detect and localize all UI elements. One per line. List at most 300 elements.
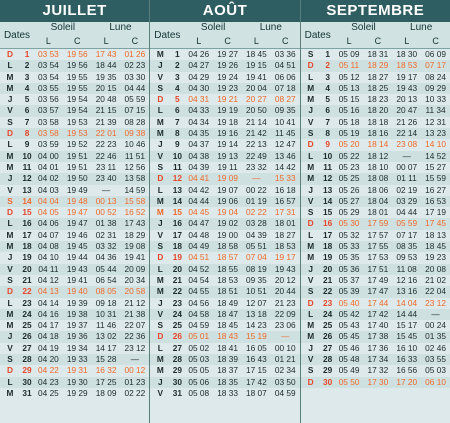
weekday-cell: M bbox=[156, 49, 164, 59]
moonrise-cell: 17 25 bbox=[95, 376, 117, 387]
moonset-cell: 01 26 bbox=[124, 49, 146, 59]
moonset-cell: 04 59 bbox=[274, 387, 296, 398]
table-row bbox=[150, 185, 299, 196]
moonset-cell: 13 46 bbox=[274, 150, 296, 161]
moonrise-cell: 04 36 bbox=[95, 252, 117, 263]
sunset-cell: 18 41 bbox=[217, 342, 238, 353]
moonset-cell: 18 29 bbox=[124, 229, 146, 240]
sunrise-cell: 04 01 bbox=[38, 161, 59, 172]
moonset-cell: 00 10 bbox=[274, 342, 296, 353]
table-row bbox=[301, 105, 450, 116]
weekday-cell: V bbox=[7, 184, 13, 195]
sunset-cell: 19 38 bbox=[66, 308, 88, 319]
soleil-lever-header: L bbox=[346, 36, 352, 46]
moonset-cell: 17 43 bbox=[124, 218, 146, 229]
moonset-cell: 18 27 bbox=[274, 229, 296, 240]
weekday-cell: M bbox=[156, 274, 164, 285]
moonset-cell: 14 42 bbox=[274, 161, 296, 172]
moonrise-cell: 03 29 bbox=[396, 195, 418, 206]
moonset-cell: 08 27 bbox=[274, 94, 296, 105]
weekday-cell: M bbox=[6, 71, 14, 82]
day-number-cell: 3 bbox=[175, 71, 180, 82]
sunrise-cell: 05 48 bbox=[338, 354, 360, 365]
moonrise-cell: 14 04 bbox=[396, 297, 418, 308]
day-number-cell: 29 bbox=[172, 365, 182, 376]
sunset-cell: 19 34 bbox=[66, 342, 88, 353]
moonrise-cell: 16 43 bbox=[246, 354, 267, 365]
day-number-cell: 31 bbox=[22, 387, 32, 398]
weekday-cell: V bbox=[157, 308, 164, 319]
moonset-cell: 14 10 bbox=[425, 139, 446, 150]
table-row bbox=[0, 196, 149, 207]
day-rows bbox=[0, 49, 149, 423]
moonset-cell: 03 36 bbox=[274, 49, 296, 59]
day-number-cell: 18 bbox=[22, 241, 32, 252]
day-number-cell: 22 bbox=[22, 286, 32, 297]
sunrise-cell: 05 29 bbox=[338, 207, 360, 218]
weekday-cell: S bbox=[157, 82, 164, 93]
sunrise-cell: 04 38 bbox=[188, 150, 210, 161]
day-number-cell: 2 bbox=[325, 60, 330, 71]
moonset-cell: 20 09 bbox=[124, 263, 146, 274]
moonrise-cell: 18 07 bbox=[246, 387, 267, 398]
moonset-cell: 23 12 bbox=[425, 297, 446, 308]
sunset-cell: 19 41 bbox=[66, 274, 88, 285]
moonrise-cell: 19 15 bbox=[246, 60, 267, 71]
weekday-cell: L bbox=[7, 139, 13, 150]
day-number-cell: 27 bbox=[323, 342, 333, 353]
day-number-cell: 28 bbox=[22, 354, 32, 365]
sunrise-cell: 04 42 bbox=[188, 184, 210, 195]
day-number-cell: 25 bbox=[323, 320, 333, 331]
sunrise-cell: 05 01 bbox=[188, 331, 210, 342]
weekday-cell: L bbox=[308, 308, 314, 319]
day-number-cell: 16 bbox=[323, 218, 333, 229]
table-row bbox=[301, 230, 450, 241]
weekday-cell: J bbox=[7, 173, 13, 184]
moonset-cell: 00 24 bbox=[425, 320, 446, 331]
moonset-cell: 15 58 bbox=[124, 195, 146, 206]
table-row bbox=[0, 320, 149, 331]
sunrise-cell: 04 11 bbox=[38, 263, 59, 274]
table-row bbox=[0, 286, 149, 297]
table-row bbox=[150, 331, 299, 342]
moonrise-cell: 23 32 bbox=[246, 161, 267, 172]
moonrise-cell: 16 56 bbox=[396, 365, 418, 376]
sunrise-cell: 04 47 bbox=[188, 218, 210, 229]
moonrise-cell: 22 14 bbox=[396, 128, 418, 139]
month-title: JUILLET bbox=[0, 0, 149, 22]
moonset-cell: 19 41 bbox=[124, 252, 146, 263]
sunset-cell: 19 54 bbox=[66, 105, 88, 116]
moonrise-cell: 19 17 bbox=[396, 71, 418, 82]
moonrise-cell: 21 39 bbox=[95, 116, 117, 127]
moonrise-cell: 18 44 bbox=[95, 60, 117, 71]
moonrise-cell: 05 44 bbox=[95, 263, 117, 274]
moonset-cell: 04 44 bbox=[124, 82, 146, 93]
sunrise-cell: 04 29 bbox=[188, 71, 210, 82]
day-number-cell: 2 bbox=[24, 60, 30, 71]
day-number-cell: 3 bbox=[325, 71, 330, 82]
sunrise-cell: 04 14 bbox=[38, 297, 59, 308]
day-number-cell: 24 bbox=[172, 308, 182, 319]
moonset-cell: 18 53 bbox=[274, 241, 296, 252]
day-number-cell: 25 bbox=[22, 320, 32, 331]
table-row bbox=[150, 388, 299, 399]
moonrise-cell: 02 22 bbox=[246, 207, 267, 218]
table-row bbox=[301, 218, 450, 229]
table-row bbox=[301, 207, 450, 218]
day-number-cell: 4 bbox=[24, 82, 30, 93]
moonrise-cell: 05 51 bbox=[246, 241, 267, 252]
sunset-cell: 18 45 bbox=[217, 320, 238, 331]
moonset-cell: 18 01 bbox=[274, 218, 296, 229]
table-row bbox=[0, 128, 149, 139]
table-row bbox=[150, 298, 299, 309]
table-row bbox=[0, 218, 149, 229]
sunset-cell: 18 08 bbox=[367, 173, 389, 184]
sunset-cell: 19 09 bbox=[217, 173, 238, 184]
sunset-cell: 19 45 bbox=[66, 241, 88, 252]
moonset-cell: 02 34 bbox=[274, 365, 296, 376]
sunset-cell: 19 27 bbox=[217, 49, 238, 59]
moonset-cell: 19 17 bbox=[274, 252, 296, 263]
sunset-cell: 18 43 bbox=[217, 331, 238, 342]
sunset-cell: 19 39 bbox=[66, 297, 88, 308]
moonset-cell: 07 17 bbox=[425, 60, 446, 71]
day-number-cell: 9 bbox=[24, 139, 30, 150]
weekday-cell: L bbox=[7, 218, 13, 229]
day-number-cell: 10 bbox=[172, 150, 182, 161]
day-number-cell: 11 bbox=[172, 161, 182, 172]
table-row bbox=[0, 117, 149, 128]
sunrise-cell: 03 54 bbox=[38, 71, 59, 82]
weekday-cell: S bbox=[157, 241, 164, 252]
day-number-cell: 10 bbox=[22, 150, 32, 161]
weekday-cell: M bbox=[6, 387, 14, 398]
sunrise-cell: 05 43 bbox=[338, 320, 360, 331]
table-row bbox=[301, 320, 450, 331]
weekday-cell: L bbox=[308, 150, 314, 161]
moonset-cell: 10 41 bbox=[274, 116, 296, 127]
weekday-cell: S bbox=[157, 320, 164, 331]
moonset-cell: 13 23 bbox=[425, 128, 446, 139]
sunrise-cell: 04 04 bbox=[38, 195, 59, 206]
moonset-cell: 15 59 bbox=[425, 173, 446, 184]
table-row bbox=[150, 196, 299, 207]
day-number-cell: 4 bbox=[325, 82, 330, 93]
sunrise-cell: 04 31 bbox=[188, 94, 210, 105]
sunset-cell: 19 37 bbox=[66, 320, 88, 331]
moonrise-cell: 00 22 bbox=[246, 184, 267, 195]
sunset-cell: 19 55 bbox=[66, 71, 88, 82]
weekday-cell: D bbox=[157, 173, 164, 184]
moonset-cell: 23 12 bbox=[124, 342, 146, 353]
day-number-cell: 11 bbox=[323, 161, 333, 172]
day-number-cell: 20 bbox=[22, 263, 32, 274]
weekday-cell: V bbox=[157, 71, 164, 82]
soleil-lever-header: L bbox=[196, 36, 202, 46]
weekday-cell: M bbox=[6, 241, 14, 252]
sunset-cell: 19 18 bbox=[217, 116, 238, 127]
weekday-cell: L bbox=[157, 342, 163, 353]
day-number-cell: 22 bbox=[172, 286, 182, 297]
dates-header: Dates bbox=[304, 29, 331, 41]
moonset-cell: 12 47 bbox=[274, 139, 296, 150]
day-number-cell: 14 bbox=[172, 195, 182, 206]
sunrise-cell: 04 16 bbox=[38, 308, 59, 319]
table-row bbox=[0, 275, 149, 286]
table-row bbox=[150, 241, 299, 252]
day-number-cell: 1 bbox=[325, 49, 330, 59]
soleil-coucher-header: C bbox=[224, 36, 231, 46]
weekday-cell: S bbox=[7, 116, 13, 127]
sunset-cell: 19 26 bbox=[217, 60, 238, 71]
day-number-cell: 8 bbox=[175, 128, 180, 139]
moonrise-cell: 02 19 bbox=[396, 184, 418, 195]
sunrise-cell: 04 08 bbox=[38, 241, 59, 252]
table-row bbox=[150, 151, 299, 162]
sunrise-cell: 05 30 bbox=[338, 218, 360, 229]
moonrise-cell: 01 38 bbox=[95, 218, 117, 229]
moonrise-cell: 22 13 bbox=[246, 139, 267, 150]
soleil-header: Soleil bbox=[200, 22, 226, 33]
moonset-cell: 21 38 bbox=[124, 308, 146, 319]
table-row bbox=[150, 139, 299, 150]
sunset-cell: 19 47 bbox=[66, 218, 88, 229]
moonrise-cell: 18 45 bbox=[246, 49, 267, 59]
day-number-cell: 17 bbox=[172, 229, 182, 240]
weekday-cell: J bbox=[158, 297, 163, 308]
moonset-cell: 20 12 bbox=[274, 274, 296, 285]
day-number-cell: 17 bbox=[22, 229, 32, 240]
moonset-cell: 14 52 bbox=[425, 150, 446, 161]
weekday-cell: M bbox=[156, 207, 164, 218]
sunset-cell: 18 25 bbox=[367, 82, 389, 93]
weekday-cell: D bbox=[307, 60, 314, 71]
moonrise-cell: 20 13 bbox=[396, 94, 418, 105]
sunrise-cell: 05 35 bbox=[338, 252, 360, 263]
moonset-cell: 03 55 bbox=[425, 354, 446, 365]
weekday-cell: D bbox=[7, 365, 13, 376]
moonrise-cell: 15 45 bbox=[396, 331, 418, 342]
moonrise-cell: 14 17 bbox=[95, 342, 117, 353]
day-number-cell: 19 bbox=[172, 252, 182, 263]
lune-header: Lune bbox=[109, 22, 132, 33]
moonrise-cell: 13 02 bbox=[95, 331, 117, 342]
table-row bbox=[301, 241, 450, 252]
moonrise-cell: 09 53 bbox=[396, 252, 418, 263]
soleil-coucher-header: C bbox=[73, 36, 81, 46]
sunset-cell: 19 24 bbox=[217, 71, 238, 82]
weekday-cell: L bbox=[308, 71, 314, 82]
table-row bbox=[150, 49, 299, 60]
sunrise-cell: 05 22 bbox=[338, 150, 360, 161]
sunrise-cell: 04 41 bbox=[188, 173, 210, 184]
day-number-cell: 28 bbox=[172, 354, 182, 365]
moonset-cell: 21 23 bbox=[274, 297, 296, 308]
moonset-cell: 16 57 bbox=[274, 195, 296, 206]
table-row bbox=[150, 117, 299, 128]
sunrise-cell: 05 03 bbox=[188, 354, 210, 365]
moonset-cell: 03 50 bbox=[274, 376, 296, 387]
moonset-cell: 15 33 bbox=[274, 173, 296, 184]
moonrise-cell: 09 18 bbox=[95, 297, 117, 308]
day-number-cell: 18 bbox=[323, 241, 333, 252]
moonrise-cell: 12 07 bbox=[246, 297, 267, 308]
sunrise-cell: 04 07 bbox=[38, 229, 59, 240]
moonrise-cell: 22 46 bbox=[95, 150, 117, 161]
month-september bbox=[301, 0, 450, 423]
moonrise-cell: 05 59 bbox=[396, 218, 418, 229]
table-row bbox=[301, 331, 450, 342]
table-row bbox=[150, 343, 299, 354]
weekday-cell: M bbox=[156, 128, 164, 139]
sunset-cell: 19 51 bbox=[66, 150, 88, 161]
day-number-cell: 31 bbox=[172, 387, 182, 398]
day-number-cell: 1 bbox=[175, 49, 180, 59]
sunrise-cell: 05 15 bbox=[338, 94, 360, 105]
moonset-cell: 22 07 bbox=[124, 320, 146, 331]
soleil-lever-header: L bbox=[45, 36, 51, 46]
month-title: SEPTEMBRE bbox=[301, 0, 450, 22]
table-row bbox=[301, 83, 450, 94]
moonrise-cell: 16 05 bbox=[246, 342, 267, 353]
moonrise-cell: 13 16 bbox=[396, 286, 418, 297]
sunrise-cell: 04 44 bbox=[188, 195, 210, 206]
sunrise-cell: 04 51 bbox=[188, 252, 210, 263]
day-number-cell: 8 bbox=[24, 128, 30, 139]
sunset-cell: 19 55 bbox=[66, 82, 88, 93]
day-number-cell: 30 bbox=[172, 376, 182, 387]
moonrise-cell: 02 31 bbox=[95, 229, 117, 240]
weekday-cell: M bbox=[307, 252, 315, 263]
day-number-cell: 3 bbox=[24, 71, 30, 82]
sunrise-cell: 04 59 bbox=[188, 320, 210, 331]
sunset-cell: 18 06 bbox=[367, 184, 389, 195]
sunrise-cell: 04 52 bbox=[188, 263, 210, 274]
weekday-cell: M bbox=[6, 150, 14, 161]
table-row bbox=[301, 377, 450, 388]
weekday-cell: S bbox=[307, 365, 314, 376]
weekday-cell: L bbox=[157, 105, 163, 116]
sunrise-cell: 05 20 bbox=[338, 139, 360, 150]
table-row bbox=[301, 162, 450, 173]
sunrise-cell: 04 05 bbox=[38, 207, 59, 218]
day-number-cell: 26 bbox=[22, 331, 32, 342]
sunrise-cell: 04 00 bbox=[38, 150, 59, 161]
moonrise-cell: 20 15 bbox=[95, 82, 117, 93]
day-rows bbox=[301, 49, 450, 423]
moonset-cell: 16 27 bbox=[425, 184, 446, 195]
sunrise-cell: 05 13 bbox=[338, 82, 360, 93]
sunset-cell: 19 52 bbox=[66, 139, 88, 150]
moonrise-cell: 04 39 bbox=[246, 229, 267, 240]
table-row bbox=[301, 49, 450, 60]
day-number-cell: 21 bbox=[22, 274, 32, 285]
sunset-cell: 19 04 bbox=[217, 207, 238, 218]
weekday-cell: S bbox=[7, 274, 13, 285]
sunset-cell: 19 02 bbox=[217, 218, 238, 229]
moonrise-cell: 22 49 bbox=[246, 150, 267, 161]
table-row bbox=[301, 60, 450, 71]
weekday-cell: S bbox=[307, 207, 314, 218]
moonrise-cell: 03 32 bbox=[95, 241, 117, 252]
moonrise-cell: 22 01 bbox=[95, 128, 117, 139]
moonset-cell: 08 28 bbox=[124, 116, 146, 127]
sunset-cell: 19 54 bbox=[66, 94, 88, 105]
sunrise-cell: 04 45 bbox=[188, 207, 210, 218]
sunset-cell: 18 23 bbox=[367, 94, 389, 105]
sunrise-cell: 04 26 bbox=[188, 49, 210, 59]
soleil-coucher-header: C bbox=[374, 36, 382, 46]
weekday-cell: L bbox=[157, 263, 163, 274]
sunset-cell: 18 58 bbox=[217, 241, 238, 252]
weekday-cell: J bbox=[7, 331, 13, 342]
moonrise-cell: 11 08 bbox=[396, 263, 417, 274]
moonset-cell: 06 06 bbox=[274, 71, 296, 82]
moonrise-cell: 23 40 bbox=[95, 173, 117, 184]
moonrise-cell: 21 15 bbox=[95, 105, 117, 116]
sunrise-cell: 05 27 bbox=[338, 195, 360, 206]
weekday-cell: M bbox=[156, 365, 164, 376]
sunset-cell: 19 40 bbox=[66, 286, 88, 297]
moonrise-cell: 23 11 bbox=[95, 161, 117, 172]
moonset-cell: 17 19 bbox=[425, 207, 446, 218]
table-row bbox=[0, 241, 149, 252]
sunrise-cell: 05 26 bbox=[338, 184, 360, 195]
sunset-cell: 19 51 bbox=[66, 161, 88, 172]
sunrise-cell: 03 57 bbox=[38, 105, 59, 116]
moonset-cell: 06 10 bbox=[425, 376, 446, 387]
month-title: AOÛT bbox=[150, 0, 299, 22]
sunset-cell: 18 14 bbox=[367, 139, 389, 150]
sunrise-cell: 05 19 bbox=[338, 128, 360, 139]
sunset-cell: 18 27 bbox=[367, 71, 389, 82]
weekday-cell: J bbox=[158, 60, 163, 71]
weekday-cell: V bbox=[307, 195, 314, 206]
sunrise-cell: 04 23 bbox=[38, 376, 59, 387]
moonset-cell: 21 02 bbox=[425, 274, 446, 285]
table-row bbox=[0, 185, 149, 196]
weekday-cell: J bbox=[308, 263, 313, 274]
table-row bbox=[0, 388, 149, 399]
sunrise-cell: 04 37 bbox=[188, 139, 210, 150]
moonset-cell: 06 09 bbox=[425, 49, 446, 59]
table-row bbox=[0, 309, 149, 320]
weekday-cell: L bbox=[7, 297, 13, 308]
day-number-cell: 5 bbox=[24, 94, 30, 105]
weekday-cell: D bbox=[157, 331, 164, 342]
sunset-cell: 19 43 bbox=[66, 263, 88, 274]
weekday-cell: V bbox=[157, 150, 164, 161]
moonset-cell: 01 23 bbox=[124, 376, 146, 387]
moonset-cell: 04 51 bbox=[274, 60, 296, 71]
sunrise-cell: 05 42 bbox=[338, 308, 360, 319]
moonset-cell: 01 21 bbox=[274, 354, 296, 365]
table-row bbox=[0, 377, 149, 388]
table-row bbox=[150, 252, 299, 263]
moonrise-cell: 14 23 bbox=[246, 320, 267, 331]
sunset-cell: 18 16 bbox=[367, 128, 389, 139]
table-row bbox=[150, 275, 299, 286]
sunrise-cell: 05 45 bbox=[338, 331, 360, 342]
sunrise-cell: 04 30 bbox=[188, 82, 210, 93]
day-number-cell: 30 bbox=[22, 376, 32, 387]
soleil-header: Soleil bbox=[351, 22, 376, 33]
sunset-cell: 18 37 bbox=[217, 365, 238, 376]
moonrise-cell: 17 43 bbox=[95, 49, 117, 59]
